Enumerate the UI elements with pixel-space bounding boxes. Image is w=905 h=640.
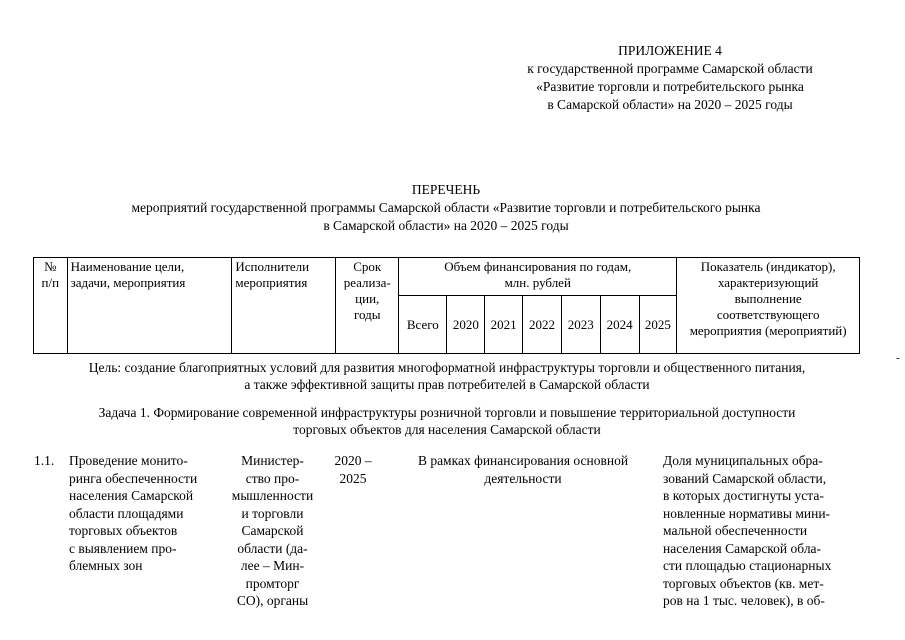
document-subtitle: мероприятий государственной программы Самарской области «Развитие торговли и потребительского рынка	[131, 200, 761, 215]
document-subtitle: в Самарской области» на 2020 – 2025 годы	[323, 218, 569, 233]
header-year-2023: 2023	[561, 296, 600, 354]
goal-statement: Цель: создание благоприятных условий для развития многоформатной инфраструктуры торговли и общественного питания, а также эффективной защиты прав потребителей в Самарской области	[88, 360, 806, 392]
header-term: Срок реализа- ции, годы	[336, 258, 399, 354]
header-year-2024: 2024	[600, 296, 639, 354]
measures-table-header	[33, 257, 860, 354]
document-heading	[40, 181, 852, 235]
header-year-total: Всего	[399, 296, 447, 354]
header-year-2021: 2021	[485, 296, 523, 354]
header-indicator: Показатель (индикатор), характеризующий выполнение соответствующего мероприятия (мероприятий)	[677, 258, 860, 354]
task-statement: Задача 1. Формирование современной инфраструктуры розничной торговли и повышение территориальной доступности торговых объектов для населения Самарской области	[98, 405, 796, 437]
header-year-2020: 2020	[447, 296, 485, 354]
appendix-line: «Развитие торговли и потребительского рынка	[536, 79, 804, 94]
appendix-header	[470, 42, 870, 114]
appendix-title: ПРИЛОЖЕНИЕ 4	[618, 43, 722, 58]
document-title: ПЕРЕЧЕНЬ	[411, 182, 481, 197]
appendix-line: к государственной программе Самарской области	[527, 61, 813, 76]
header-financing: Объем финансирования по годам, млн. рублей	[399, 258, 677, 296]
row-financing: В рамках финансирования основной деятельности	[417, 453, 629, 486]
row-indicator: Доля муниципальных обра- зований Самарской области, в которых достигнуты уста- новленные нормативы мини- мальной обеспеченности населения Самарской обла- сти площадью стационарных торговых объектов (кв. мет- ров на 1 тыс. человек), в об-	[663, 453, 832, 608]
header-year-2022: 2022	[523, 296, 562, 354]
row-number: 1.1.	[34, 453, 55, 468]
header-num: № п/п	[34, 258, 68, 354]
margin-mark: -	[896, 352, 900, 364]
header-year-2025: 2025	[639, 296, 677, 354]
row-measure-name: Проведение монито- ринга обеспеченности населения Самарской области площадями торговых объектов с выявлением про- блемных зон	[69, 453, 198, 573]
appendix-line: в Самарской области» на 2020 – 2025 годы	[547, 97, 793, 112]
row-term: 2020 – 2025	[334, 453, 372, 486]
header-executors: Исполнители мероприятия	[232, 258, 336, 354]
header-name: Наименование цели, задачи, мероприятия	[67, 258, 232, 354]
row-executors: Министер- ство про- мышленности и торговли Самарской области (да- лее – Мин- промторг СО), органы	[231, 453, 314, 608]
